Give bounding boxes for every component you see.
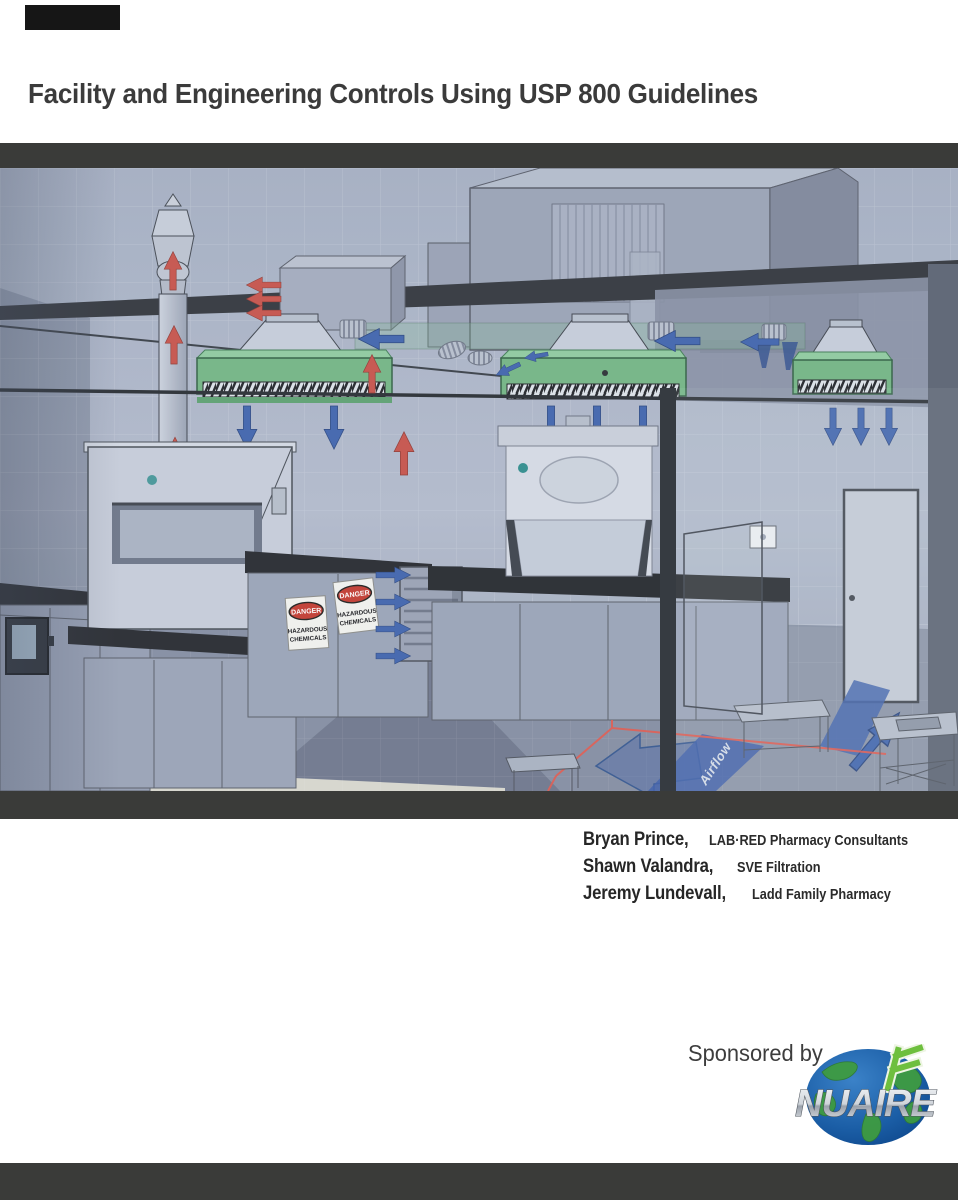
author-affiliation: Ladd Family Pharmacy	[751, 886, 891, 903]
sponsored-by-label: Sponsored by	[688, 1040, 823, 1066]
nuaire-wordmark: NUAIRE	[795, 1083, 935, 1125]
author-name: Shawn Valandra,	[583, 856, 714, 877]
author-affiliation: LAB·RED Pharmacy Consultants	[709, 832, 909, 849]
top-left-tab	[25, 5, 120, 30]
left-vignette	[0, 168, 120, 791]
footer-band	[0, 1163, 958, 1200]
author-row	[583, 826, 944, 853]
author-credits	[583, 826, 944, 907]
author-affiliation: SVE Filtration	[737, 859, 822, 876]
author-row	[583, 880, 944, 907]
haze-overlay	[0, 168, 958, 791]
illustration-bottom-band	[0, 791, 958, 819]
author-row	[583, 853, 944, 880]
facility-illustration	[0, 168, 958, 791]
cleanroom-diagram	[0, 168, 958, 791]
author-name: Bryan Prince,	[583, 829, 689, 850]
page-title: Facility and Engineering Controls Using USP 800 Guidelines	[28, 78, 758, 109]
author-name: Jeremy Lundevall,	[583, 883, 726, 904]
nuaire-globe-logo	[770, 1044, 958, 1152]
header-band	[0, 143, 958, 168]
